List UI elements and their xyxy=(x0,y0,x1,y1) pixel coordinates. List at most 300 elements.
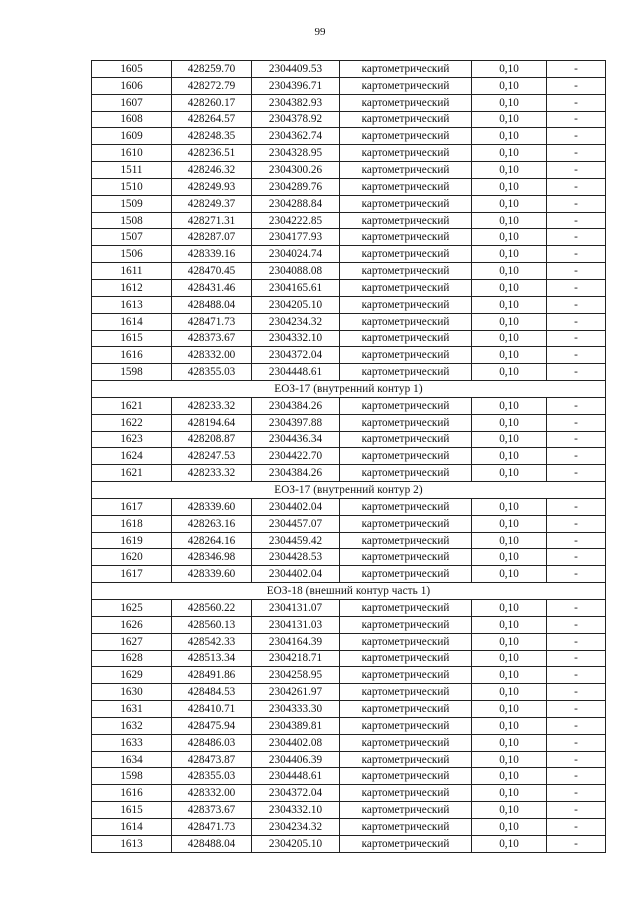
point-number-cell: 1614 xyxy=(92,818,172,835)
y-coordinate-cell: 2304205.10 xyxy=(252,296,340,313)
method-cell: картометрический xyxy=(340,246,472,263)
y-coordinate-cell: 2304261.97 xyxy=(252,684,340,701)
table-row xyxy=(92,734,606,751)
table-row xyxy=(92,212,606,229)
point-number-cell: 1611 xyxy=(92,263,172,280)
x-coordinate-cell: 428560.13 xyxy=(172,616,252,633)
table-row xyxy=(92,296,606,313)
y-coordinate-cell: 2304384.26 xyxy=(252,397,340,414)
x-coordinate-cell: 428355.03 xyxy=(172,364,252,381)
method-cell: картометрический xyxy=(340,347,472,364)
section-title: ЕОЗ-17 (внутренний контур 2) xyxy=(92,482,606,499)
table-row xyxy=(92,313,606,330)
error-cell: 0,10 xyxy=(472,498,547,515)
point-number-cell: 1627 xyxy=(92,633,172,650)
y-coordinate-cell: 2304378.92 xyxy=(252,111,340,128)
error-cell: 0,10 xyxy=(472,94,547,111)
method-cell: картометрический xyxy=(340,684,472,701)
description-cell: - xyxy=(547,313,606,330)
point-number-cell: 1632 xyxy=(92,717,172,734)
table-row xyxy=(92,77,606,94)
table-row xyxy=(92,111,606,128)
point-number-cell: 1510 xyxy=(92,178,172,195)
point-number-cell: 1612 xyxy=(92,279,172,296)
point-number-cell: 1625 xyxy=(92,600,172,617)
x-coordinate-cell: 428560.22 xyxy=(172,600,252,617)
point-number-cell: 1620 xyxy=(92,549,172,566)
error-cell: 0,10 xyxy=(472,279,547,296)
point-number-cell: 1598 xyxy=(92,364,172,381)
method-cell: картометрический xyxy=(340,549,472,566)
y-coordinate-cell: 2304088.08 xyxy=(252,263,340,280)
table-row xyxy=(92,448,606,465)
table-row xyxy=(92,61,606,78)
x-coordinate-cell: 428488.04 xyxy=(172,835,252,852)
table-row xyxy=(92,94,606,111)
point-number-cell: 1507 xyxy=(92,229,172,246)
y-coordinate-cell: 2304164.39 xyxy=(252,633,340,650)
point-number-cell: 1616 xyxy=(92,347,172,364)
method-cell: картометрический xyxy=(340,397,472,414)
error-cell: 0,10 xyxy=(472,229,547,246)
y-coordinate-cell: 2304024.74 xyxy=(252,246,340,263)
method-cell: картометрический xyxy=(340,212,472,229)
point-number-cell: 1610 xyxy=(92,145,172,162)
y-coordinate-cell: 2304384.26 xyxy=(252,465,340,482)
y-coordinate-cell: 2304288.84 xyxy=(252,195,340,212)
description-cell: - xyxy=(547,751,606,768)
x-coordinate-cell: 428264.57 xyxy=(172,111,252,128)
x-coordinate-cell: 428513.34 xyxy=(172,650,252,667)
y-coordinate-cell: 2304422.70 xyxy=(252,448,340,465)
error-cell: 0,10 xyxy=(472,61,547,78)
table-row xyxy=(92,600,606,617)
point-number-cell: 1615 xyxy=(92,802,172,819)
method-cell: картометрический xyxy=(340,701,472,718)
error-cell: 0,10 xyxy=(472,835,547,852)
x-coordinate-cell: 428339.16 xyxy=(172,246,252,263)
y-coordinate-cell: 2304397.88 xyxy=(252,414,340,431)
description-cell: - xyxy=(547,128,606,145)
y-coordinate-cell: 2304372.04 xyxy=(252,347,340,364)
description-cell: - xyxy=(547,734,606,751)
description-cell: - xyxy=(547,684,606,701)
table-row xyxy=(92,616,606,633)
table-row xyxy=(92,162,606,179)
y-coordinate-cell: 2304396.71 xyxy=(252,77,340,94)
y-coordinate-cell: 2304457.07 xyxy=(252,515,340,532)
x-coordinate-cell: 428233.32 xyxy=(172,397,252,414)
method-cell: картометрический xyxy=(340,835,472,852)
description-cell: - xyxy=(547,515,606,532)
point-number-cell: 1623 xyxy=(92,431,172,448)
y-coordinate-cell: 2304234.32 xyxy=(252,818,340,835)
x-coordinate-cell: 428272.79 xyxy=(172,77,252,94)
error-cell: 0,10 xyxy=(472,313,547,330)
description-cell: - xyxy=(547,397,606,414)
point-number-cell: 1618 xyxy=(92,515,172,532)
description-cell: - xyxy=(547,111,606,128)
error-cell: 0,10 xyxy=(472,77,547,94)
method-cell: картометрический xyxy=(340,195,472,212)
page-number: 99 xyxy=(314,26,326,38)
method-cell: картометрический xyxy=(340,734,472,751)
point-number-cell: 1613 xyxy=(92,296,172,313)
description-cell: - xyxy=(547,162,606,179)
description-cell: - xyxy=(547,498,606,515)
x-coordinate-cell: 428194.64 xyxy=(172,414,252,431)
point-number-cell: 1509 xyxy=(92,195,172,212)
table-row xyxy=(92,364,606,381)
y-coordinate-cell: 2304428.53 xyxy=(252,549,340,566)
x-coordinate-cell: 428263.16 xyxy=(172,515,252,532)
section-title: ЕОЗ-18 (внешний контур часть 1) xyxy=(92,583,606,600)
table-row xyxy=(92,701,606,718)
table-row xyxy=(92,414,606,431)
method-cell: картометрический xyxy=(340,448,472,465)
point-number-cell: 1629 xyxy=(92,667,172,684)
x-coordinate-cell: 428475.94 xyxy=(172,717,252,734)
y-coordinate-cell: 2304382.93 xyxy=(252,94,340,111)
y-coordinate-cell: 2304402.08 xyxy=(252,734,340,751)
table-row xyxy=(92,566,606,583)
x-coordinate-cell: 428471.73 xyxy=(172,818,252,835)
x-coordinate-cell: 428233.32 xyxy=(172,465,252,482)
method-cell: картометрический xyxy=(340,600,472,617)
x-coordinate-cell: 428346.98 xyxy=(172,549,252,566)
y-coordinate-cell: 2304332.10 xyxy=(252,330,340,347)
table-row xyxy=(92,818,606,835)
error-cell: 0,10 xyxy=(472,616,547,633)
error-cell: 0,10 xyxy=(472,684,547,701)
x-coordinate-cell: 428542.33 xyxy=(172,633,252,650)
point-number-cell: 1508 xyxy=(92,212,172,229)
y-coordinate-cell: 2304372.04 xyxy=(252,785,340,802)
error-cell: 0,10 xyxy=(472,600,547,617)
error-cell: 0,10 xyxy=(472,566,547,583)
y-coordinate-cell: 2304289.76 xyxy=(252,178,340,195)
table-row xyxy=(92,397,606,414)
y-coordinate-cell: 2304406.39 xyxy=(252,751,340,768)
description-cell: - xyxy=(547,633,606,650)
x-coordinate-cell: 428236.51 xyxy=(172,145,252,162)
method-cell: картометрический xyxy=(340,515,472,532)
table-row xyxy=(92,229,606,246)
x-coordinate-cell: 428484.53 xyxy=(172,684,252,701)
y-coordinate-cell: 2304436.34 xyxy=(252,431,340,448)
point-number-cell: 1621 xyxy=(92,397,172,414)
table-row xyxy=(92,684,606,701)
point-number-cell: 1607 xyxy=(92,94,172,111)
x-coordinate-cell: 428332.00 xyxy=(172,785,252,802)
x-coordinate-cell: 428271.31 xyxy=(172,212,252,229)
error-cell: 0,10 xyxy=(472,128,547,145)
table-row xyxy=(92,532,606,549)
error-cell: 0,10 xyxy=(472,667,547,684)
error-cell: 0,10 xyxy=(472,448,547,465)
description-cell: - xyxy=(547,145,606,162)
coordinates-table xyxy=(91,60,606,853)
table-row xyxy=(92,717,606,734)
error-cell: 0,10 xyxy=(472,802,547,819)
y-coordinate-cell: 2304177.93 xyxy=(252,229,340,246)
error-cell: 0,10 xyxy=(472,633,547,650)
method-cell: картометрический xyxy=(340,717,472,734)
y-coordinate-cell: 2304389.81 xyxy=(252,717,340,734)
method-cell: картометрический xyxy=(340,802,472,819)
method-cell: картометрический xyxy=(340,818,472,835)
point-number-cell: 1626 xyxy=(92,616,172,633)
x-coordinate-cell: 428264.16 xyxy=(172,532,252,549)
method-cell: картометрический xyxy=(340,279,472,296)
description-cell: - xyxy=(547,600,606,617)
error-cell: 0,10 xyxy=(472,330,547,347)
method-cell: картометрический xyxy=(340,330,472,347)
method-cell: картометрический xyxy=(340,94,472,111)
x-coordinate-cell: 428259.70 xyxy=(172,61,252,78)
method-cell: картометрический xyxy=(340,532,472,549)
table-row xyxy=(92,667,606,684)
error-cell: 0,10 xyxy=(472,178,547,195)
x-coordinate-cell: 428287.07 xyxy=(172,229,252,246)
x-coordinate-cell: 428249.37 xyxy=(172,195,252,212)
method-cell: картометрический xyxy=(340,111,472,128)
method-cell: картометрический xyxy=(340,414,472,431)
x-coordinate-cell: 428260.17 xyxy=(172,94,252,111)
point-number-cell: 1605 xyxy=(92,61,172,78)
point-number-cell: 1619 xyxy=(92,532,172,549)
x-coordinate-cell: 428431.46 xyxy=(172,279,252,296)
point-number-cell: 1633 xyxy=(92,734,172,751)
method-cell: картометрический xyxy=(340,667,472,684)
error-cell: 0,10 xyxy=(472,397,547,414)
description-cell: - xyxy=(547,785,606,802)
method-cell: картометрический xyxy=(340,364,472,381)
description-cell: - xyxy=(547,347,606,364)
table-row xyxy=(92,347,606,364)
y-coordinate-cell: 2304300.26 xyxy=(252,162,340,179)
description-cell: - xyxy=(547,448,606,465)
y-coordinate-cell: 2304234.32 xyxy=(252,313,340,330)
error-cell: 0,10 xyxy=(472,145,547,162)
description-cell: - xyxy=(547,61,606,78)
method-cell: картометрический xyxy=(340,162,472,179)
table-row xyxy=(92,650,606,667)
method-cell: картометрический xyxy=(340,128,472,145)
description-cell: - xyxy=(547,94,606,111)
description-cell: - xyxy=(547,818,606,835)
point-number-cell: 1634 xyxy=(92,751,172,768)
error-cell: 0,10 xyxy=(472,515,547,532)
y-coordinate-cell: 2304218.71 xyxy=(252,650,340,667)
error-cell: 0,10 xyxy=(472,818,547,835)
x-coordinate-cell: 428471.73 xyxy=(172,313,252,330)
method-cell: картометрический xyxy=(340,768,472,785)
error-cell: 0,10 xyxy=(472,111,547,128)
point-number-cell: 1613 xyxy=(92,835,172,852)
method-cell: картометрический xyxy=(340,465,472,482)
x-coordinate-cell: 428339.60 xyxy=(172,566,252,583)
y-coordinate-cell: 2304205.10 xyxy=(252,835,340,852)
x-coordinate-cell: 428249.93 xyxy=(172,178,252,195)
x-coordinate-cell: 428247.53 xyxy=(172,448,252,465)
table-row xyxy=(92,768,606,785)
y-coordinate-cell: 2304222.85 xyxy=(252,212,340,229)
error-cell: 0,10 xyxy=(472,734,547,751)
point-number-cell: 1615 xyxy=(92,330,172,347)
section-header-row xyxy=(92,583,606,600)
description-cell: - xyxy=(547,667,606,684)
table-row xyxy=(92,128,606,145)
table-row xyxy=(92,549,606,566)
description-cell: - xyxy=(547,650,606,667)
description-cell: - xyxy=(547,263,606,280)
method-cell: картометрический xyxy=(340,61,472,78)
table-row xyxy=(92,145,606,162)
y-coordinate-cell: 2304328.95 xyxy=(252,145,340,162)
method-cell: картометрический xyxy=(340,650,472,667)
method-cell: картометрический xyxy=(340,263,472,280)
x-coordinate-cell: 428488.04 xyxy=(172,296,252,313)
y-coordinate-cell: 2304402.04 xyxy=(252,566,340,583)
error-cell: 0,10 xyxy=(472,414,547,431)
point-number-cell: 1624 xyxy=(92,448,172,465)
point-number-cell: 1621 xyxy=(92,465,172,482)
description-cell: - xyxy=(547,414,606,431)
error-cell: 0,10 xyxy=(472,212,547,229)
method-cell: картометрический xyxy=(340,178,472,195)
y-coordinate-cell: 2304459.42 xyxy=(252,532,340,549)
error-cell: 0,10 xyxy=(472,465,547,482)
point-number-cell: 1608 xyxy=(92,111,172,128)
method-cell: картометрический xyxy=(340,785,472,802)
error-cell: 0,10 xyxy=(472,431,547,448)
y-coordinate-cell: 2304131.07 xyxy=(252,600,340,617)
description-cell: - xyxy=(547,431,606,448)
description-cell: - xyxy=(547,212,606,229)
y-coordinate-cell: 2304409.53 xyxy=(252,61,340,78)
table-row xyxy=(92,330,606,347)
y-coordinate-cell: 2304362.74 xyxy=(252,128,340,145)
y-coordinate-cell: 2304131.03 xyxy=(252,616,340,633)
description-cell: - xyxy=(547,195,606,212)
error-cell: 0,10 xyxy=(472,549,547,566)
error-cell: 0,10 xyxy=(472,751,547,768)
section-title: ЕОЗ-17 (внутренний контур 1) xyxy=(92,381,606,398)
method-cell: картометрический xyxy=(340,229,472,246)
description-cell: - xyxy=(547,364,606,381)
point-number-cell: 1614 xyxy=(92,313,172,330)
table-row xyxy=(92,263,606,280)
table-row xyxy=(92,498,606,515)
description-cell: - xyxy=(547,532,606,549)
x-coordinate-cell: 428491.86 xyxy=(172,667,252,684)
table-row xyxy=(92,431,606,448)
method-cell: картометрический xyxy=(340,77,472,94)
y-coordinate-cell: 2304333.30 xyxy=(252,701,340,718)
method-cell: картометрический xyxy=(340,431,472,448)
point-number-cell: 1628 xyxy=(92,650,172,667)
point-number-cell: 1511 xyxy=(92,162,172,179)
method-cell: картометрический xyxy=(340,616,472,633)
description-cell: - xyxy=(547,229,606,246)
section-header-row xyxy=(92,482,606,499)
x-coordinate-cell: 428473.87 xyxy=(172,751,252,768)
x-coordinate-cell: 428373.67 xyxy=(172,802,252,819)
point-number-cell: 1606 xyxy=(92,77,172,94)
error-cell: 0,10 xyxy=(472,785,547,802)
point-number-cell: 1598 xyxy=(92,768,172,785)
description-cell: - xyxy=(547,616,606,633)
description-cell: - xyxy=(547,330,606,347)
error-cell: 0,10 xyxy=(472,717,547,734)
error-cell: 0,10 xyxy=(472,246,547,263)
x-coordinate-cell: 428486.03 xyxy=(172,734,252,751)
table-row xyxy=(92,465,606,482)
x-coordinate-cell: 428410.71 xyxy=(172,701,252,718)
error-cell: 0,10 xyxy=(472,650,547,667)
method-cell: картометрический xyxy=(340,313,472,330)
description-cell: - xyxy=(547,296,606,313)
table-row xyxy=(92,785,606,802)
description-cell: - xyxy=(547,77,606,94)
x-coordinate-cell: 428208.87 xyxy=(172,431,252,448)
error-cell: 0,10 xyxy=(472,768,547,785)
table-row xyxy=(92,178,606,195)
table-row xyxy=(92,515,606,532)
table-row xyxy=(92,751,606,768)
section-header-row xyxy=(92,381,606,398)
description-cell: - xyxy=(547,178,606,195)
error-cell: 0,10 xyxy=(472,296,547,313)
description-cell: - xyxy=(547,717,606,734)
point-number-cell: 1630 xyxy=(92,684,172,701)
error-cell: 0,10 xyxy=(472,195,547,212)
y-coordinate-cell: 2304165.61 xyxy=(252,279,340,296)
error-cell: 0,10 xyxy=(472,532,547,549)
description-cell: - xyxy=(547,465,606,482)
table-row xyxy=(92,246,606,263)
point-number-cell: 1617 xyxy=(92,566,172,583)
point-number-cell: 1506 xyxy=(92,246,172,263)
table-row xyxy=(92,802,606,819)
description-cell: - xyxy=(547,279,606,296)
x-coordinate-cell: 428373.67 xyxy=(172,330,252,347)
x-coordinate-cell: 428470.45 xyxy=(172,263,252,280)
description-cell: - xyxy=(547,566,606,583)
x-coordinate-cell: 428248.35 xyxy=(172,128,252,145)
x-coordinate-cell: 428332.00 xyxy=(172,347,252,364)
method-cell: картометрический xyxy=(340,633,472,650)
method-cell: картометрический xyxy=(340,566,472,583)
table-row xyxy=(92,633,606,650)
method-cell: картометрический xyxy=(340,498,472,515)
point-number-cell: 1622 xyxy=(92,414,172,431)
error-cell: 0,10 xyxy=(472,364,547,381)
y-coordinate-cell: 2304332.10 xyxy=(252,802,340,819)
x-coordinate-cell: 428355.03 xyxy=(172,768,252,785)
table-row xyxy=(92,835,606,852)
point-number-cell: 1616 xyxy=(92,785,172,802)
y-coordinate-cell: 2304448.61 xyxy=(252,364,340,381)
table-row xyxy=(92,195,606,212)
y-coordinate-cell: 2304258.95 xyxy=(252,667,340,684)
y-coordinate-cell: 2304448.61 xyxy=(252,768,340,785)
method-cell: картометрический xyxy=(340,296,472,313)
description-cell: - xyxy=(547,802,606,819)
point-number-cell: 1617 xyxy=(92,498,172,515)
point-number-cell: 1609 xyxy=(92,128,172,145)
